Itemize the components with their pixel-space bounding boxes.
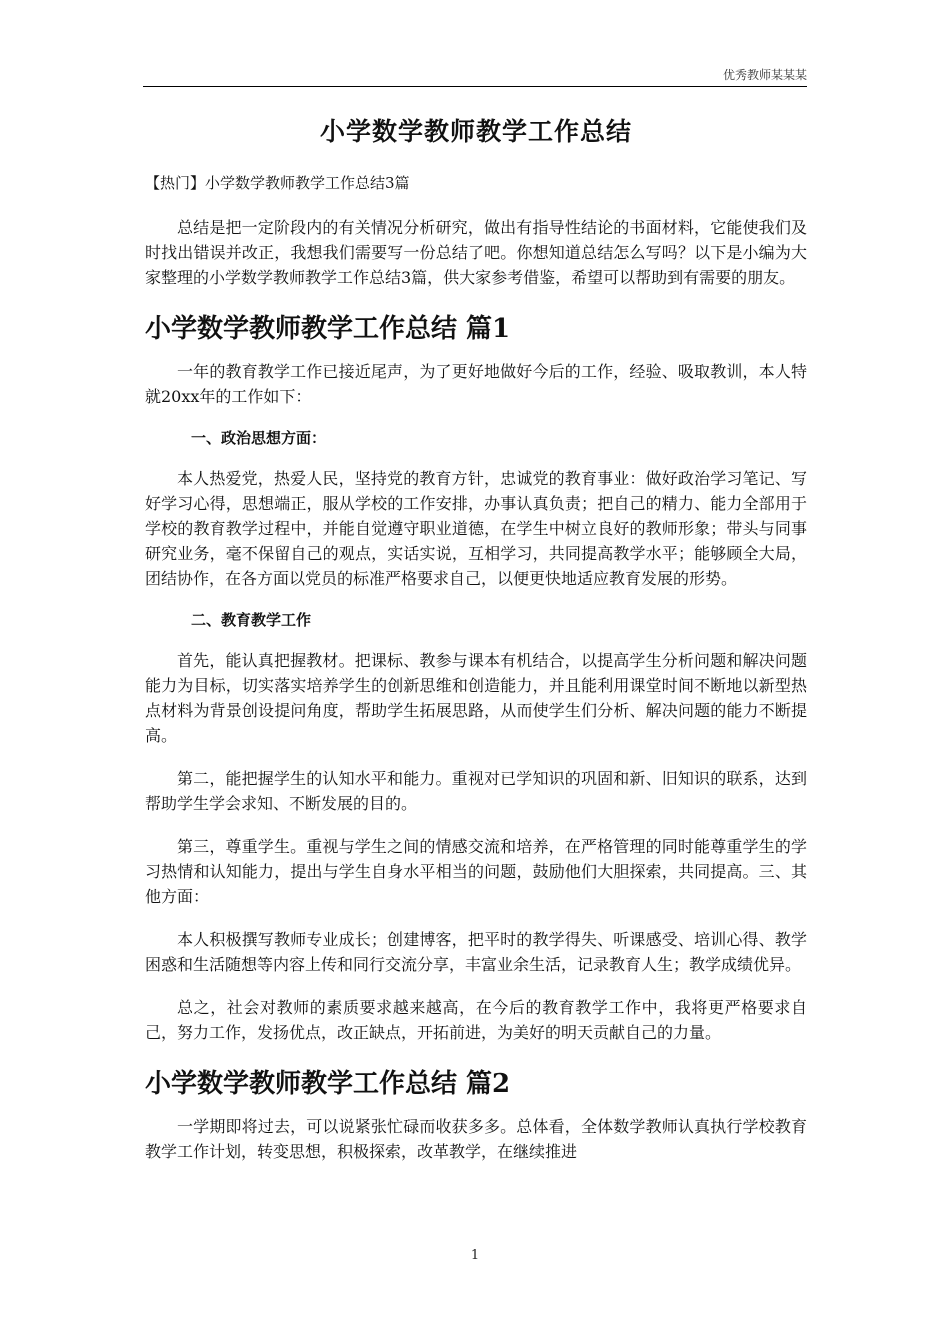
- document-subtitle: 【热门】小学数学教师教学工作总结3篇: [145, 174, 410, 192]
- section-1-heading: 小学数学教师教学工作总结 篇1: [145, 314, 511, 344]
- document-title: 小学数学教师教学工作总结: [319, 117, 632, 146]
- section-1-paragraph-1: 一年的教育教学工作已接近尾声，为了更好地做好今后的工作，经验、吸取教训，本人特就20xx年的工作如下：: [145, 362, 807, 406]
- section-1-paragraph-7: 总之，社会对教师的素质要求越来越高，在今后的教育教学工作中，我将更严格要求自己，努力工作，发扬优点，改正缺点，开拓前进，为美好的明天贡献自己的力量。: [145, 998, 807, 1042]
- section-2-paragraph-1: 一学期即将过去，可以说紧张忙碌而收获多多。总体看，全体数学教师认真执行学校教育教学工作计划，转变思想，积极探索，改革教学，在继续推进: [145, 1117, 807, 1161]
- header-divider: [143, 86, 807, 87]
- section-1-paragraph-3: 首先，能认真把握教材。把课标、教参与课本有机结合，以提高学生分析问题和解决问题能力为目标，切实落实培养学生的创新思维和创造能力，并且能利用课堂时间不断地以新型热点材料为背景创设提问角度，帮助学生拓展思路，从而使学生们分析、解决问题的能力不断提高。: [145, 651, 807, 745]
- section-1-paragraph-5: 第三，尊重学生。重视与学生之间的情感交流和培养，在严格管理的同时能尊重学生的学习热情和认知能力，提出与学生自身水平相当的问题，鼓励他们大胆探索，共同提高。三、其他方面：: [145, 837, 807, 906]
- section-1-paragraph-6: 本人积极撰写教师专业成长；创建博客，把平时的教学得失、听课感受、培训心得、教学困惑和生活随想等内容上传和同行交流分享，丰富业余生活，记录教育人生；教学成绩优异。: [145, 930, 807, 974]
- document-body: [145, 112, 807, 1182]
- section-2-heading: 小学数学教师教学工作总结 篇2: [145, 1069, 511, 1099]
- intro-paragraph: 总结是把一定阶段内的有关情况分析研究，做出有指导性结论的书面材料，它能使我们及时找出错误并改正，我想我们需要写一份总结了吧。你想知道总结怎么写吗？以下是小编为大家整理的小学数学教师教学工作总结3篇，供大家参考借鉴，希望可以帮助到有需要的朋友。: [145, 218, 807, 287]
- section-1-paragraph-4: 第二，能把握学生的认知水平和能力。重视对已学知识的巩固和新、旧知识的联系，达到帮助学生学会求知、不断发展的目的。: [145, 769, 807, 813]
- section-1-subheading-politics: 一、政治思想方面：: [191, 429, 327, 447]
- section-1-paragraph-2: 本人热爱党，热爱人民，坚持党的教育方针，忠诚党的教育事业：做好政治学习笔记、写好学习心得，思想端正，服从学校的工作安排，办事认真负责；把自己的精力、能力全部用于学校的教育教学过程中，并能自觉遵守职业道德，在学生中树立良好的教师形象；带头与同事研究业务，毫不保留自己的观点，实话实说，互相学习，共同提高教学水平；能够顾全大局，团结协作，在各方面以党员的标准严格要求自己，以便更快地适应教育发展的形势。: [145, 469, 807, 588]
- section-1-subheading-teaching: 二、教育教学工作: [191, 611, 312, 629]
- page-number: 1: [470, 1248, 480, 1263]
- page-header-text: 优秀教师某某某: [722, 68, 807, 82]
